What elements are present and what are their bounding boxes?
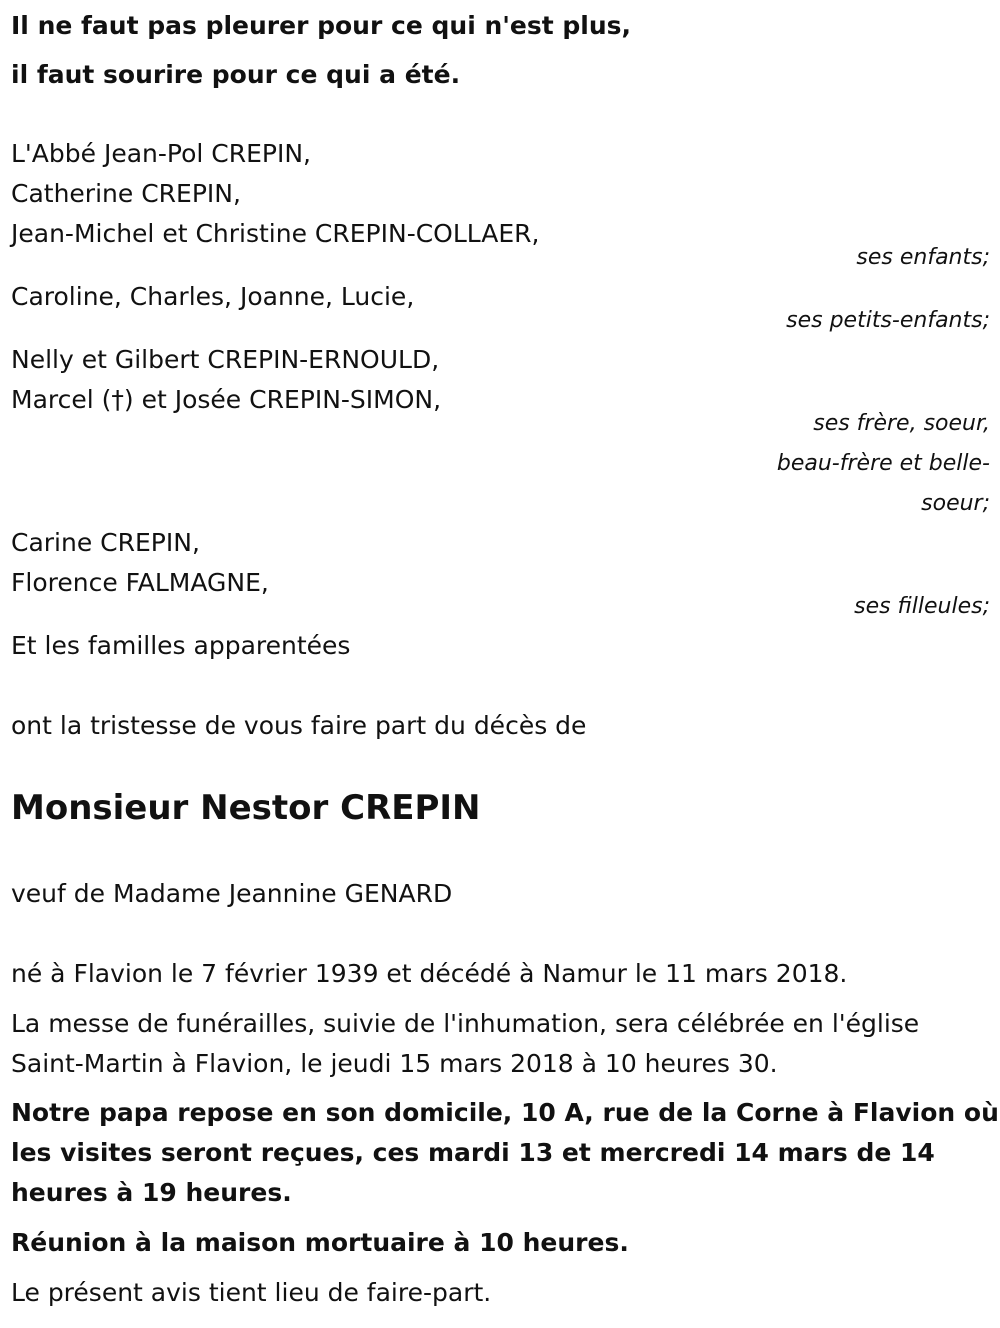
child-3: Jean-Michel et Christine CREPIN-COLLAER,	[11, 219, 540, 248]
visits-line-1: Notre papa repose en son domicile, 10 A, rue de la Corne à Flavion où	[11, 1098, 999, 1127]
quote-line-2: il faut sourire pour ce qui a été.	[11, 60, 461, 89]
child-1: L'Abbé Jean-Pol CREPIN,	[11, 139, 311, 168]
meeting-info: Réunion à la maison mortuaire à 10 heures.	[11, 1228, 629, 1257]
birth-death-dates: né à Flavion le 7 février 1939 et décédé à Namur le 11 mars 2018.	[11, 959, 848, 988]
deceased-name: Monsieur Nestor CREPIN	[11, 788, 481, 828]
child-2: Catherine CREPIN,	[11, 179, 241, 208]
quote-line-1: Il ne faut pas pleurer pour ce qui n'est plus,	[11, 11, 632, 40]
godchild-2: Florence FALMAGNE,	[11, 568, 269, 597]
visits-line-3: heures à 19 heures.	[11, 1178, 292, 1207]
spouse-info: veuf de Madame Jeannine GENARD	[11, 879, 453, 908]
sibling-2: Marcel (†) et Josée CREPIN-SIMON,	[11, 385, 442, 414]
godchild-1: Carine CREPIN,	[11, 528, 200, 557]
siblings-role-2: beau-frère et belle-	[776, 451, 990, 476]
siblings-role-1: ses frère, soeur,	[813, 411, 990, 436]
godchildren-role: ses filleules;	[854, 594, 990, 619]
notice: Le présent avis tient lieu de faire-part.	[11, 1278, 492, 1307]
grandchildren: Caroline, Charles, Joanne, Lucie,	[11, 282, 415, 311]
funeral-line-1: La messe de funérailles, suivie de l'inhumation, sera célébrée en l'église	[11, 1009, 920, 1038]
siblings-role-3: soeur;	[921, 491, 990, 516]
announcement: ont la tristesse de vous faire part du décès de	[11, 711, 587, 740]
visits-line-2: les visites seront reçues, ces mardi 13 et mercredi 14 mars de 14	[11, 1138, 935, 1167]
children-role: ses enfants;	[856, 245, 990, 270]
funeral-line-2: Saint-Martin à Flavion, le jeudi 15 mars 2018 à 10 heures 30.	[11, 1049, 778, 1078]
sibling-1: Nelly et Gilbert CREPIN-ERNOULD,	[11, 345, 440, 374]
grandchildren-role: ses petits-enfants;	[786, 308, 990, 333]
relatives: Et les familles apparentées	[11, 631, 351, 660]
